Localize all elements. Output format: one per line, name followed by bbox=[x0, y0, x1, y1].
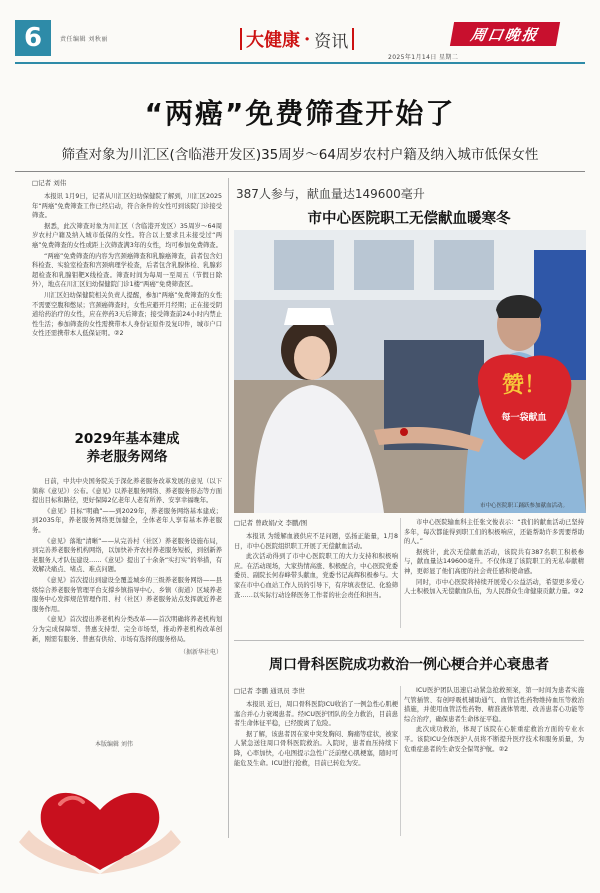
article4-col1 bbox=[234, 686, 398, 768]
article4-byline: □记者 李鹏 通讯员 李世 bbox=[234, 687, 305, 695]
photo-illustration bbox=[234, 230, 586, 513]
article3-paragraph: 据统计，此次无偿献血活动，该院共有387名职工积极参与，献血量达149600毫升。不仅体现了该院职工的无私奉献精神，更彰显了他们高度的社会责任感和使命感。 bbox=[404, 548, 584, 575]
section-name: 大健康 bbox=[246, 30, 300, 51]
column-divider bbox=[228, 178, 229, 838]
article2 bbox=[32, 477, 222, 656]
article1-paragraph: 川汇区妇幼保健院相关负责人提醒，参加“两癌”免费筛查的女性不需要空腹和憋尿；宫颈癌筛查时，女性应避开月经期；正在接受阴道给药治疗的女性，应在停药3天后筛查；接受筛查前24小时内禁止性生活；参加筛查的女性需携带本人身份证原件及复印件，城市户口女性还需携带本人低保证明。②2 bbox=[32, 291, 222, 338]
article2-title-line2: 养老服务网络 bbox=[86, 449, 168, 465]
main-headline: “两癌”免费筛查开始了 bbox=[144, 97, 456, 130]
article3-title: 市中心医院职工无偿献血暖寒冬 bbox=[307, 211, 511, 227]
article2-title bbox=[32, 430, 222, 466]
article3-paragraph: 本报讯 为缓解血液供应不足问题，弘扬正能量，1月8日，市中心医院组织职工开展了无偿献血活动。 bbox=[234, 533, 398, 550]
section-title bbox=[240, 26, 354, 52]
article2-paragraph: 《意见》落地“清晰”——从完善村（社区）养老服务设施布局，到完善养老服务机构网络，以加快补齐农村养老服务短板，到创新养老服务人才队伍建设……《意见》提出了十余条“实打实”的举措，有效解决痛点、堵点、难点问题。 bbox=[32, 537, 222, 574]
column-divider bbox=[400, 686, 401, 836]
section-separator: · bbox=[304, 28, 311, 50]
column-divider bbox=[400, 518, 401, 628]
section-bar-left bbox=[240, 28, 242, 50]
article4-title: 周口骨科医院成功救治一例心梗合并心衰患者 bbox=[269, 657, 549, 673]
article2-paragraph: 《意见》首次提出养老机构分类改革——首次明确将养老机构划分为完成保障型、普惠支持型、完全市场型，推动养老机构改革创新，刚需有服务、普惠有供给、市场有选择的服务格局。 bbox=[32, 616, 222, 643]
section-bar-right bbox=[352, 28, 354, 50]
article4-paragraph: 本报讯 近日，周口骨科医院ICU收治了一例急性心肌梗塞合并心力衰竭患者。经ICU医护团队的全力救治，目前患者生命体征平稳，已经脱离了危险。 bbox=[234, 701, 398, 728]
sign-text-2: 每一袋献血 bbox=[501, 413, 547, 423]
article2-paragraph: 《意见》首次提出到建设全覆盖城乡的三级养老服务网络——县级综合养老服务管理平台支撑乡镇指导中心、乡镇（街道）区域养老服务中心发挥规范管理作用、村（社区）养老服务站点发挥就近养老服务作用。 bbox=[32, 576, 222, 613]
article3-paragraph: 市中心医院输血科主任张文俊表示：“我们的献血活动已坚持多年，每次都能得到职工们的积极响应，还能帮助许多需要帮助的人。” bbox=[404, 519, 584, 546]
page-number: 6 bbox=[15, 20, 51, 56]
article1-paragraph: 据悉，此次筛查对象为川汇区（含临港开发区）35周岁～64周岁农村户籍及纳入城市低保的女性。符合以上要求且未接受过“两癌”免费筛查的女性或距上次筛查满3年的女性，均可参加免费筛查。 bbox=[32, 222, 222, 249]
article1 bbox=[32, 178, 222, 339]
main-subheadline: 筛查对象为川汇区(含临港开发区)35周岁～64周岁农村户籍及纳入城市低保女性 bbox=[61, 147, 539, 163]
article2-paragraph: 《意见》目标“明确”——到2029年，养老服务网络基本建成；到2035年，养老服务网络更加健全，全体老年人享有基本养老服务。 bbox=[32, 507, 222, 534]
article4-paragraph: 据了解，该患者因在家中突发胸闷、胸痛等症状，被家人紧急送往周口骨科医院救治。入院时，患者血压持续下降，心率加快，心电图提示急性广泛前壁心肌梗塞，随时可能危及生命。ICU进行抢救，目前已转危为安。 bbox=[234, 730, 398, 767]
article3-kicker: 387人参与，献血量达149600毫升 bbox=[236, 187, 425, 201]
article2-paragraph: 日前，中共中央国务院关于深化养老服务改革发展的意见（以下简称《意见》）公布。《意见》以养老服务网络、养老服务形态等方面提出目标和路径，更好保障2亿老年人老有所养、安享幸福晚年。 bbox=[32, 478, 222, 505]
heart-hands-illustration bbox=[15, 752, 185, 877]
date-line: 2025年1月14日 星期二 bbox=[388, 54, 459, 61]
section-rule bbox=[234, 640, 584, 641]
paper-logo: 周口晚报 bbox=[450, 22, 560, 46]
article3-paragraph: 此次活动得到了市中心医院职工的大力支持和积极响应。在活动现场，大家热情高涨、积极配合，中心医院党委委员、副院长何春峰带头献血，党委书记高辉积极参与。大家在市中心血站工作人员的引导下，有序填表登记、化验筛查……以实际行动诠释医务工作者的社会责任和担当。 bbox=[234, 553, 398, 599]
article4-col2 bbox=[404, 686, 584, 754]
article2-source: （据新华社电） bbox=[179, 649, 222, 657]
article1-paragraph: 本报讯 1月9日，记者从川汇区妇幼保健院了解到，川汇区2025年“两癌”免费筛查工作已经启动，符合条件的女性可到该院门诊接受筛查。 bbox=[32, 193, 222, 220]
section-subname: 资讯 bbox=[314, 31, 349, 52]
article1-byline: □记者 刘伟 bbox=[32, 179, 67, 187]
article4-paragraph: 此次成功救治，体现了该院在心脏重症救治方面的专业水平。该院ICU全体医护人员将不断提升医疗技术和服务质量，为危重症患者的生命安全保驾护航。②2 bbox=[404, 726, 584, 753]
header-rule bbox=[15, 62, 585, 64]
sign-text-1: 赞！ bbox=[501, 373, 547, 398]
photo-caption: 市中心医院职工踊跃参加献血活动。 bbox=[480, 503, 569, 509]
editor-line: 责任编辑 刘秋丽 bbox=[60, 36, 108, 43]
article3-col1 bbox=[234, 518, 398, 600]
blood-donation-photo bbox=[234, 230, 586, 513]
article3-byline: □记者 曾政娟/文 李鹏/图 bbox=[234, 519, 308, 527]
article3-paragraph: 同时，市中心医院将持续开展爱心公益活动，希望更多爱心人士积极加入无偿献血队伍，为人民群众生命健康贡献力量。②2 bbox=[404, 578, 584, 596]
article1-paragraph: “两癌”免费筛查的内容为宫颈癌筛查和乳腺癌筛查，前者包含妇科检查、实验室检查和宫颈病理学检查，后者包含乳腺体检、乳腺彩超检查和乳腺钼靶X线检查。筛查时间为每周一至周五（节假日除外），地点在川汇区妇幼保健院门诊1楼“两癌”免费筛查区。 bbox=[32, 252, 222, 289]
headline-rule bbox=[15, 171, 585, 172]
article3-col2 bbox=[404, 518, 584, 597]
layout-credit: 本版编辑 刘伟 bbox=[95, 741, 133, 748]
article4-paragraph: ICU医护团队迅速启动紧急抢救预案，第一时间为患者实施气管插管、有创呼吸机辅助通气、血管活性药物维持血压等救治措施，并使用血管活性药物、精准液体管理、改善患者心功能等综合治疗，确保患者生命体征平稳。 bbox=[404, 687, 584, 723]
article2-title-line1: 2029年基本建成 bbox=[74, 431, 180, 447]
